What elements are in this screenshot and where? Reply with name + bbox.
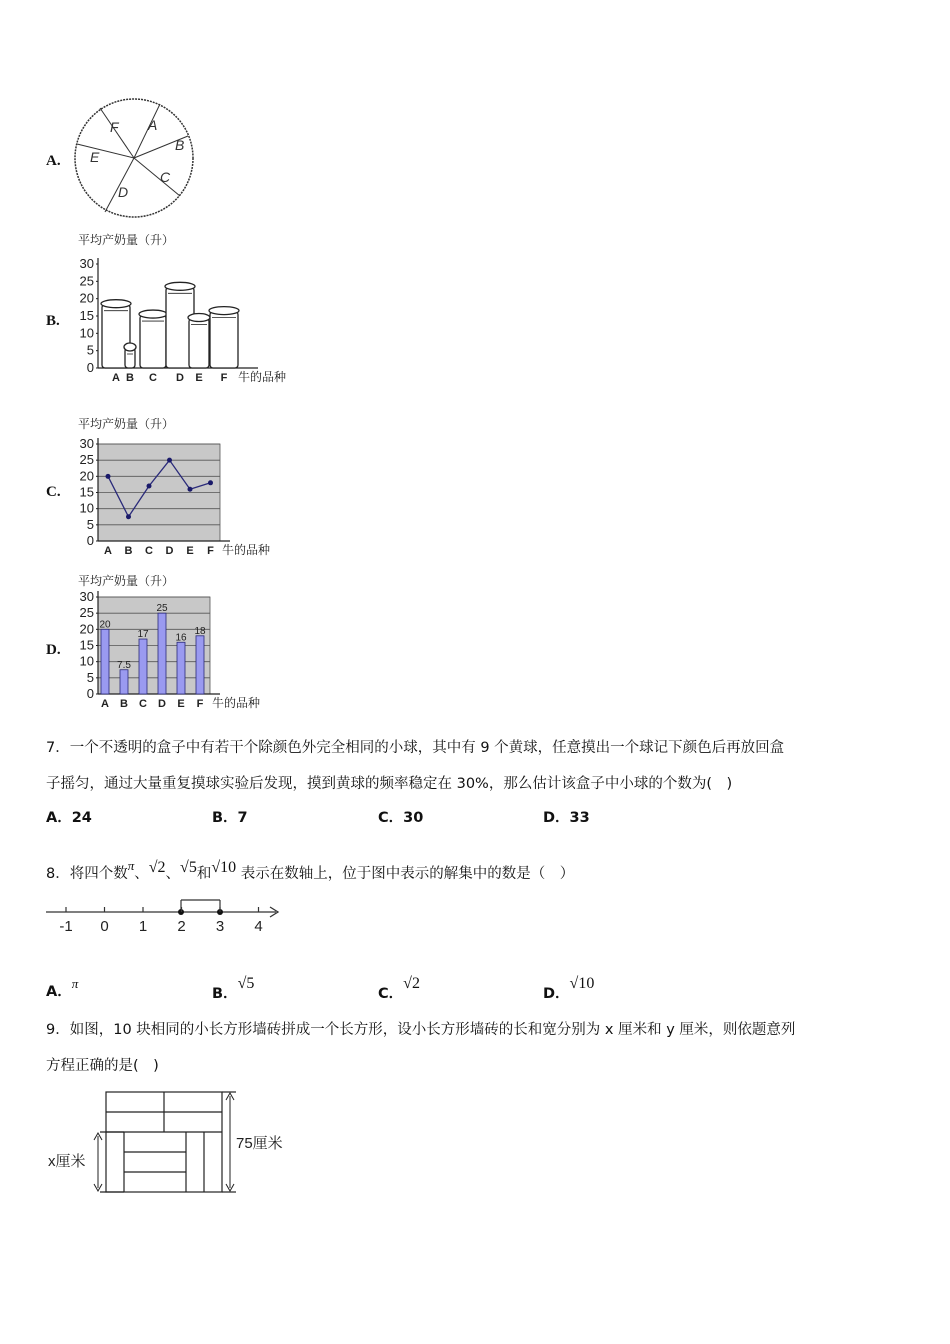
y-tick-label: 0 (86, 533, 94, 548)
sqrt-5-radicand: 5 (188, 859, 197, 876)
x-tick-label: F (196, 698, 204, 710)
pie-label-e: E (90, 149, 100, 165)
bar-value-label: 17 (137, 629, 149, 641)
y-tick-label: 20 (79, 290, 94, 306)
y-tick-label: 15 (79, 308, 94, 323)
x-tick-label: A (112, 372, 120, 384)
x-tick-label: A (104, 545, 112, 557)
x-tick-label: D (176, 372, 184, 384)
x-axis-label: 牛的品种 (238, 370, 287, 384)
height-dimension-label: 75厘米 (236, 1135, 283, 1152)
sqrt-10-radicand: 10 (220, 859, 237, 876)
jar-lid (209, 307, 239, 315)
y-tick-label: 5 (86, 669, 94, 685)
q7-option-b: B．7 (212, 810, 248, 826)
q9-text-line2: 方程正确的是( ) (46, 1058, 159, 1074)
y-tick-label: 10 (79, 325, 94, 341)
data-point (106, 474, 111, 479)
axis-tick-label: 2 (177, 918, 186, 935)
y-tick-label: 5 (86, 342, 94, 358)
q7-text-line1: 7．一个不透明的盒子中有若干个除颜色外完全相同的小球，其中有 9 个黄球，任意摸出一个球记下颜色后再放回盒 (46, 740, 785, 756)
q8-option-b-value: √5 (237, 975, 255, 992)
chart-title: 平均产奶量（升） (78, 417, 175, 431)
axis-tick-label: 4 (254, 918, 263, 935)
y-tick-label: 10 (79, 500, 94, 516)
q8-option-d-radicand: 10 (578, 975, 595, 992)
y-tick-label: 0 (86, 686, 94, 701)
q8-option-d-value: √10 (569, 975, 595, 992)
jar-lid (165, 282, 195, 290)
data-point (147, 484, 152, 489)
bar (120, 670, 128, 694)
x-tick-label: C (139, 698, 147, 710)
data-point (167, 458, 172, 463)
pie-label-c: C (160, 169, 171, 185)
q7-text-line2: 子摇匀，通过大量重复摸球实验后发现，摸到黄球的频率稳定在 30%，那么估计该盒子中小球的个数为( ) (46, 776, 733, 792)
pie-label-a: A (148, 117, 158, 133)
jar-lid (101, 300, 131, 308)
y-tick-label: 10 (79, 653, 94, 669)
q8-suffix: 表示在数轴上，位于图中表示的解集中的数是（ ） (240, 866, 575, 882)
q8-text (46, 856, 574, 884)
brick-figure (46, 1086, 296, 1200)
x-tick-label: B (124, 545, 133, 557)
x-tick-label: D (165, 545, 174, 557)
q8-option-c-label: C． (378, 986, 404, 1002)
q8-option-d-label: D． (543, 986, 570, 1002)
chart-title: 平均产奶量（升） (78, 574, 175, 588)
pictograph-chart (70, 230, 310, 390)
jar-bar (140, 315, 166, 368)
pie-label-d: D (118, 184, 129, 200)
bar (196, 636, 204, 694)
number-line (44, 896, 284, 938)
y-tick-label: 5 (86, 516, 94, 532)
q8-option-a (46, 974, 78, 1002)
data-point (188, 487, 193, 492)
bar (139, 639, 147, 694)
q7-option-a: A．24 (46, 810, 92, 826)
bar-chart (70, 571, 300, 716)
option-a-label: A. (46, 153, 61, 169)
q8-option-a-label: A． (46, 984, 72, 1000)
q7-option-d: D．33 (543, 810, 590, 826)
bar (101, 629, 109, 694)
chart-title: 平均产奶量（升） (78, 233, 175, 247)
x-tick-label: B (126, 372, 134, 384)
and-word: 和 (196, 866, 212, 882)
x-tick-label: B (120, 698, 128, 710)
sqrt-10: √10 (211, 859, 237, 876)
x-tick-label: E (186, 545, 194, 557)
bar-value-label: 20 (99, 619, 111, 631)
jar-lid (139, 310, 167, 318)
pi-symbol: π (127, 858, 135, 873)
y-tick-label: 15 (79, 484, 94, 500)
y-tick-label: 30 (79, 589, 94, 604)
option-d-label: D. (46, 642, 61, 658)
bar-value-label: 16 (175, 632, 187, 644)
axis-tick-label: 3 (215, 918, 225, 935)
x-tick-label: D (158, 698, 166, 710)
x-axis-label: 牛的品种 (212, 696, 261, 710)
q8-option-b-radicand: 5 (246, 975, 255, 992)
jar-lid (188, 314, 210, 322)
pie-sector-line (134, 158, 180, 196)
x-tick-label: E (177, 698, 185, 710)
q8-option-b (212, 974, 254, 1004)
jar-lid (124, 343, 136, 351)
q8-option-d (543, 974, 594, 1004)
x-tick-label: A (101, 698, 109, 710)
q7-option-c: C．30 (378, 810, 424, 826)
separator: 、 (165, 866, 181, 882)
bar-value-label: 25 (156, 603, 168, 615)
axis-tick-label: -1 (59, 918, 73, 935)
y-tick-label: 25 (79, 273, 94, 289)
bar-value-label: 18 (194, 625, 206, 637)
x-tick-label: E (195, 372, 203, 384)
q9-text-line1: 9．如图，10 块相同的小长方形墙砖拼成一个长方形，设小长方形墙砖的长和宽分别为 x 厘米和 y 厘米，则依题意列 (46, 1022, 796, 1038)
q8-option-c-radicand: 2 (411, 975, 420, 992)
q8-option-c (378, 974, 420, 1004)
bar-value-label: 7.5 (117, 659, 131, 671)
x-dimension-label: x厘米 (48, 1153, 86, 1170)
y-tick-label: 15 (79, 637, 94, 653)
q8-option-b-label: B． (212, 986, 238, 1002)
data-point (126, 514, 131, 519)
sqrt-5: √5 (180, 859, 197, 876)
x-axis-label: 牛的品种 (222, 543, 271, 557)
line-chart (70, 414, 300, 564)
jar-bar (189, 319, 209, 368)
sqrt-2-radicand: 2 (157, 859, 166, 876)
x-tick-label: C (145, 545, 153, 557)
y-tick-label: 20 (79, 621, 94, 637)
x-tick-label: C (149, 372, 157, 384)
x-tick-label: F (207, 545, 214, 557)
q8-option-a-value: π (71, 976, 79, 991)
axis-tick-label: 1 (138, 918, 148, 935)
x-tick-label: F (220, 372, 228, 384)
axis-tick-label: 0 (100, 918, 109, 935)
q8-option-c-value: √2 (403, 975, 420, 992)
y-tick-label: 25 (79, 452, 94, 468)
y-tick-label: 20 (79, 468, 94, 484)
y-tick-label: 30 (79, 436, 94, 451)
bar (158, 613, 166, 694)
pie-chart (70, 96, 200, 220)
data-point (208, 480, 213, 485)
y-tick-label: 25 (79, 605, 94, 621)
sqrt-2: √2 (148, 859, 166, 876)
option-b-label: B. (46, 313, 60, 329)
y-tick-label: 30 (79, 256, 94, 271)
option-c-label: C. (46, 484, 61, 500)
jar-bar (210, 312, 238, 368)
bar (177, 642, 185, 694)
separator: 、 (134, 866, 149, 882)
pie-label-f: F (110, 119, 119, 135)
y-tick-label: 0 (86, 360, 94, 375)
pie-label-b: B (175, 137, 185, 153)
q8-prefix: 8．将四个数 (46, 866, 128, 882)
